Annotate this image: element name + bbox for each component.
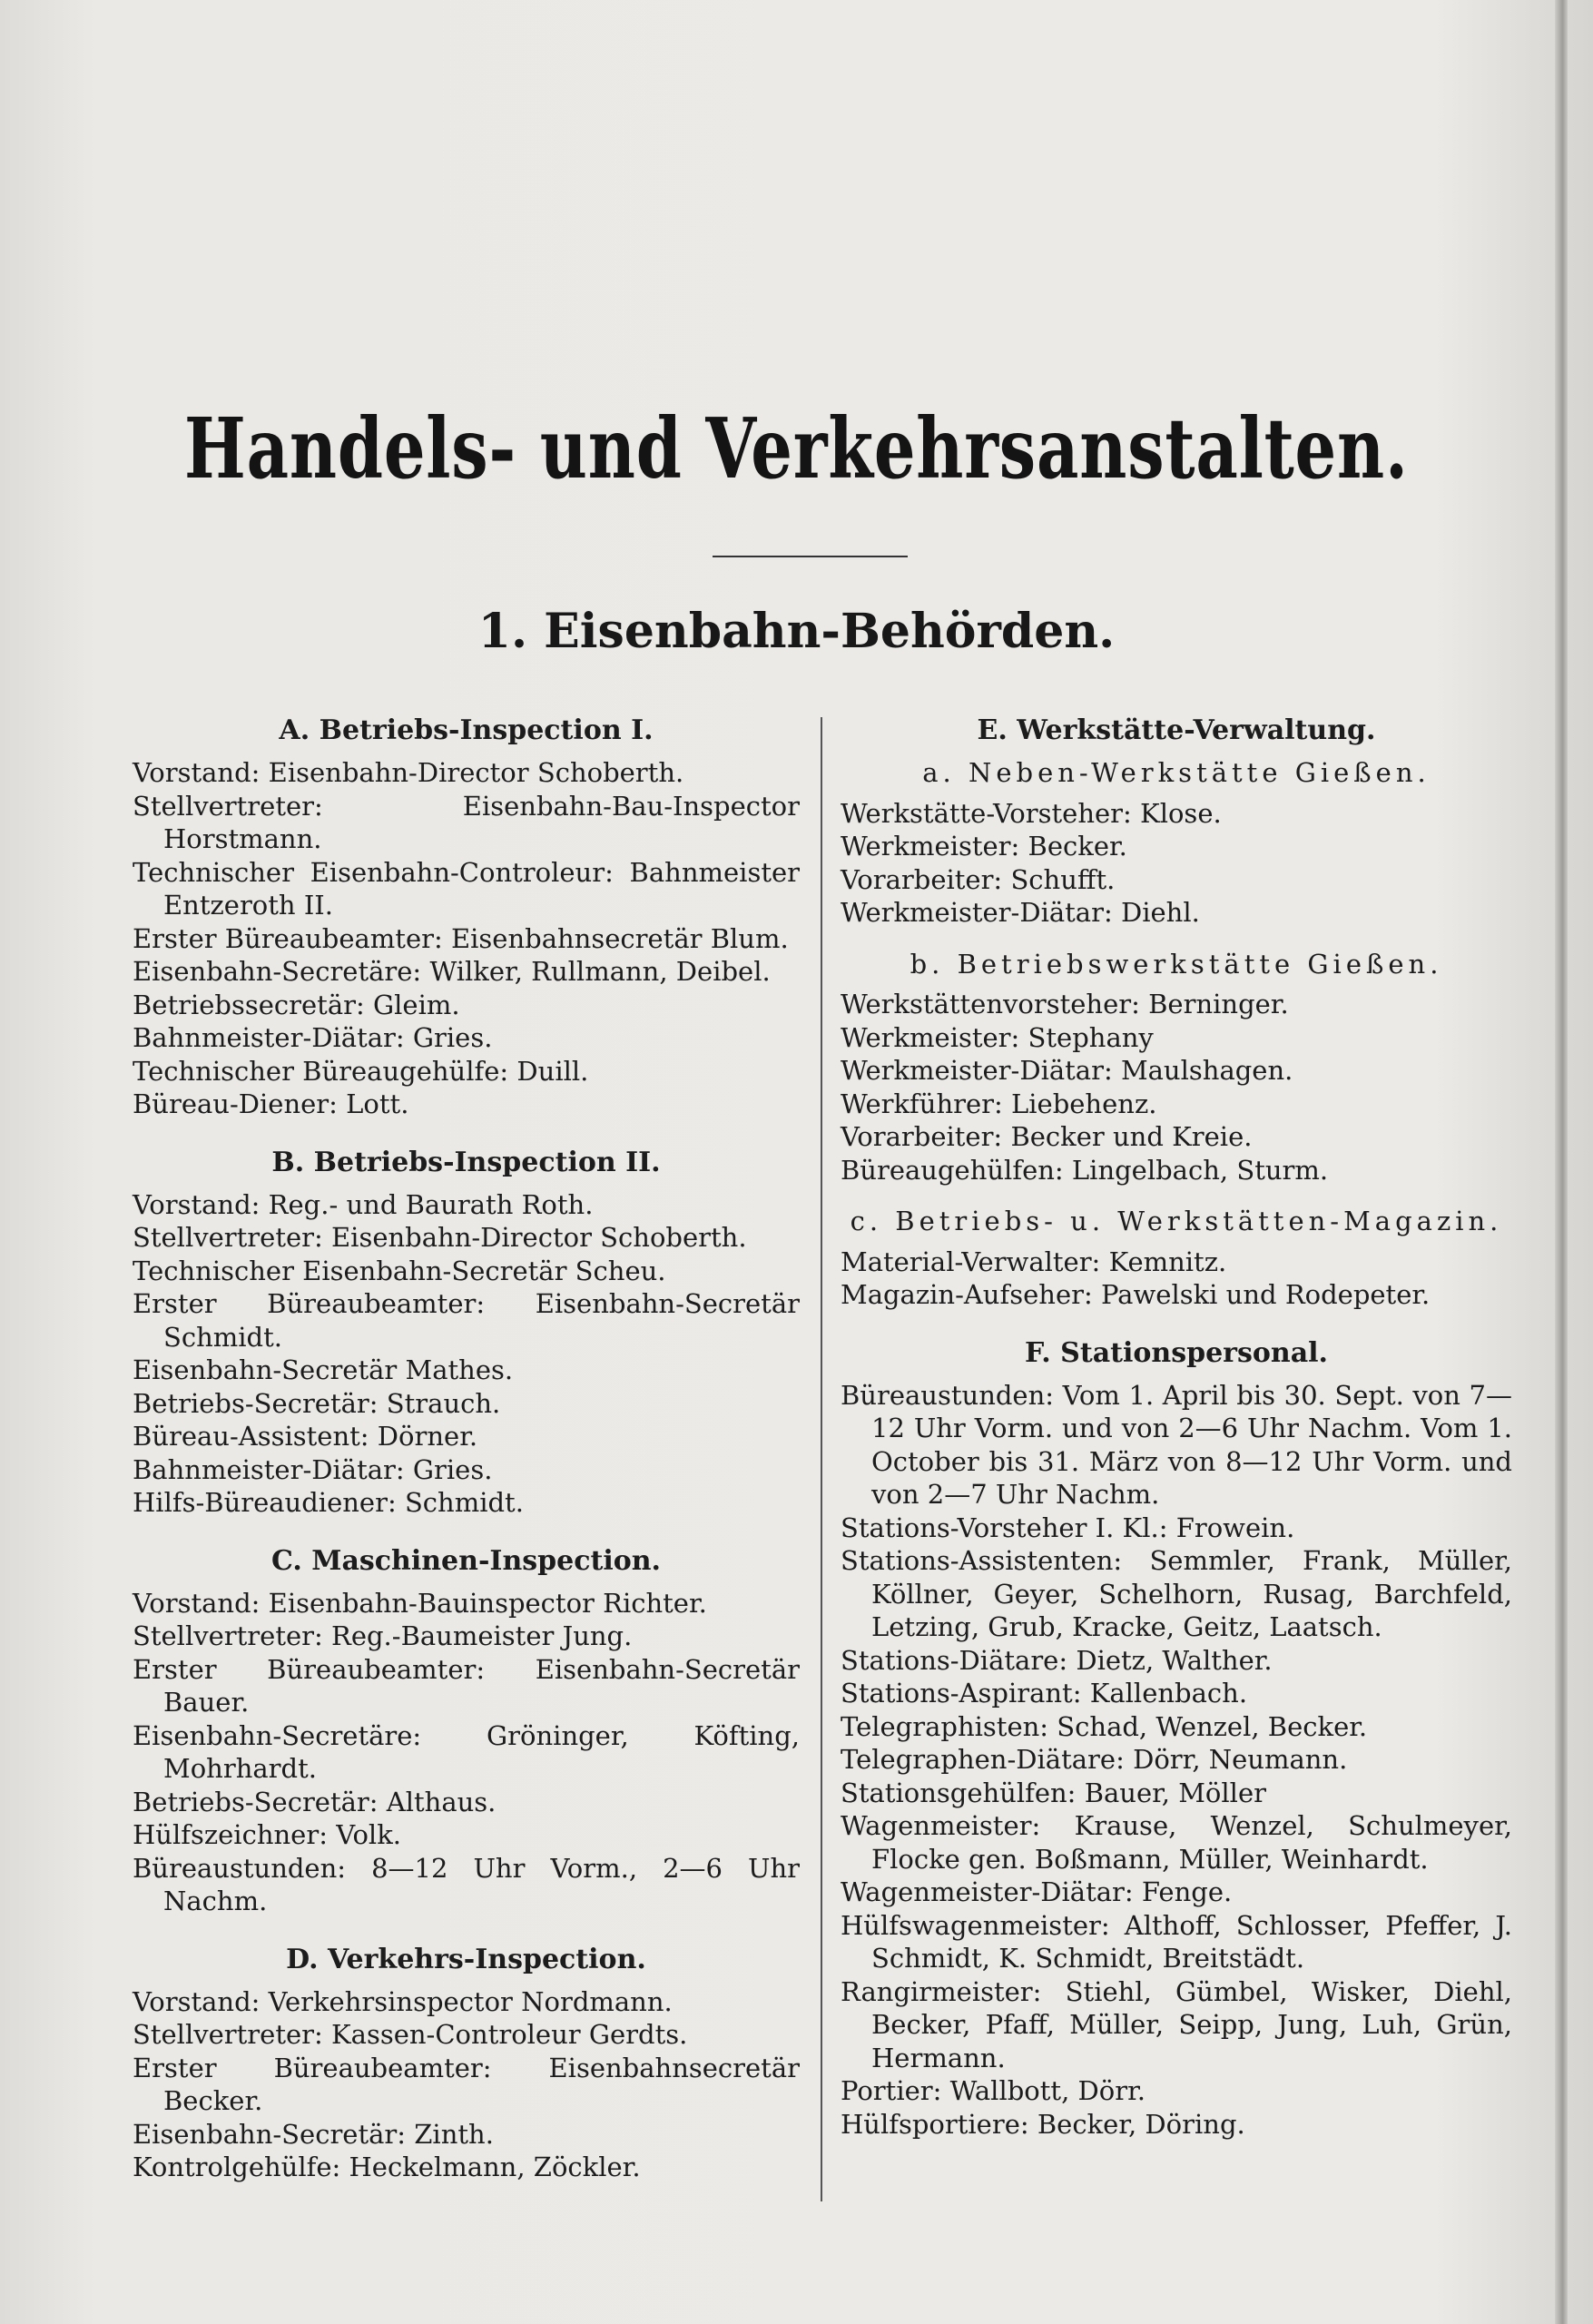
entry-value: Klose. — [1140, 797, 1222, 829]
entry-label: Vorstand: — [133, 1587, 261, 1619]
list-entry — [133, 1221, 800, 1255]
entry-value: Duill. — [516, 1055, 589, 1087]
section-heading: C. Maschinen-Inspection. — [271, 1544, 661, 1577]
entry-label: Stellvertreter: — [133, 1620, 323, 1651]
entry-value: Becker und Kreie. — [1010, 1121, 1253, 1152]
entry-label: Werkmeister: — [841, 1021, 1020, 1053]
list-entry — [133, 1354, 800, 1387]
entry-label: Eisenbahn-Secretär — [133, 1354, 398, 1385]
entry-label: Erster Büreaubeamter: — [133, 1653, 486, 1685]
entry-label: Werkmeister-Diätar: — [841, 897, 1113, 928]
entry-label: Büreau-Diener: — [133, 1088, 338, 1119]
entry-value: Dietz, Walther. — [1076, 1644, 1273, 1676]
entry-label: Stations-Aspirant: — [841, 1678, 1082, 1709]
entry-label: Vorstand: — [133, 757, 261, 788]
entry-value: Kallenbach. — [1089, 1678, 1248, 1709]
entry-label: Büreaustunden: — [133, 1852, 347, 1884]
list-entry — [841, 1710, 1512, 1744]
entry-value: Zinth. — [414, 2118, 494, 2150]
entry-value: Bahnmeister Entzeroth II. — [163, 856, 800, 921]
entry-label: Stations-Vorsteher I. Kl.: — [841, 1512, 1168, 1543]
list-entry — [133, 1188, 800, 1222]
list-entry — [841, 1154, 1512, 1187]
list-entry — [133, 1620, 800, 1653]
entry-label: Technischer — [133, 1255, 294, 1286]
list-entry — [133, 2118, 800, 2152]
section-heading: F. Stationspersonal. — [1025, 1336, 1328, 1369]
entry-value: Liebehenz. — [1011, 1088, 1157, 1119]
list-entry — [133, 1818, 800, 1852]
list-entry — [841, 2108, 1512, 2142]
entry-value: Heckelmann, Zöckler. — [349, 2152, 641, 2182]
list-entry — [841, 1054, 1512, 1088]
entry-value: Eisenbahn-Director Schoberth. — [331, 1222, 747, 1253]
entry-value: Reg.-Baumeister Jung. — [331, 1620, 633, 1651]
entry-label: Werkmeister: — [841, 831, 1020, 862]
entry-value: Pawelski und Rodepeter. — [1100, 1279, 1431, 1310]
entry-value: Volk. — [336, 1819, 401, 1850]
title-divider — [713, 556, 908, 557]
page-edge — [1555, 0, 1568, 2324]
entry-value: Eisenbahn-Secretär Schmidt. — [163, 1288, 800, 1353]
list-entry — [841, 1021, 1512, 1055]
list-entry — [133, 2052, 800, 2118]
list-entry — [841, 1644, 1512, 1678]
list-entry — [133, 1453, 800, 1487]
entry-label: Stationsgehülfen: — [841, 1777, 1077, 1808]
entry-value: Vom 1. April bis 30. Sept. von 7—12 Uhr Vorm. und von 2—6 Uhr Nachm. Vom 1. October bis 31. März von 8—12 Uhr Vorm. und von 2—7 Uhr Nachm. — [871, 1379, 1512, 1510]
entry-label: Betriebs-Secretär: — [133, 1786, 379, 1817]
list-entry — [841, 1809, 1512, 1876]
entry-label: Bahnmeister-Diätar: — [133, 1022, 405, 1053]
list-entry — [133, 790, 800, 856]
entry-value: Althoff, Schlosser, Pfeffer, J. Schmidt, K. Schmidt, Breitstädt. — [871, 1909, 1513, 1974]
entry-value: Gries. — [412, 1022, 493, 1053]
entry-label: Vorstand: — [133, 1188, 261, 1220]
entry-value: Kemnitz. — [1108, 1246, 1227, 1277]
entry-label: Hülfsportiere: — [841, 2108, 1029, 2140]
entry-value: Berninger. — [1148, 989, 1289, 1019]
list-entry — [133, 1719, 800, 1786]
entry-label: Betriebs-Secretär: — [133, 1387, 379, 1419]
list-entry — [133, 1055, 800, 1088]
list-entry — [133, 2018, 800, 2052]
entry-value: Schufft. — [1010, 863, 1116, 895]
list-entry — [841, 830, 1512, 863]
entry-value: Schad, Wenzel, Becker. — [1057, 1710, 1368, 1742]
entry-value: Gröninger, Köfting, Mohrhardt. — [163, 1719, 800, 1784]
list-entry — [841, 1379, 1512, 1512]
list-entry — [841, 1743, 1512, 1777]
subsection-heading: a. Neben-Werkstätte Gießen. — [922, 757, 1431, 788]
entry-label: Telegraphen-Diätare: — [841, 1744, 1125, 1775]
column-divider — [821, 717, 822, 2201]
entry-label: Material-Verwalter: — [841, 1246, 1101, 1277]
list-entry — [133, 1387, 800, 1421]
list-entry — [841, 2074, 1512, 2108]
section-title: 1. Eisenbahn-Behörden. — [477, 604, 1116, 659]
list-entry — [841, 1876, 1512, 1909]
entry-value: Dörner. — [377, 1421, 478, 1452]
list-entry — [841, 1278, 1512, 1312]
entry-label: Eisenbahn-Secretäre: — [133, 956, 422, 987]
entry-value: Stephany — [1028, 1021, 1154, 1053]
section-heading: E. Werkstätte-Verwaltung. — [977, 714, 1376, 746]
entry-label: Stellvertreter: — [133, 1222, 323, 1253]
list-entry — [841, 797, 1512, 831]
list-entry — [841, 1088, 1512, 1121]
entry-label: Rangirmeister: — [841, 1975, 1042, 2007]
entry-value: Diehl. — [1120, 897, 1200, 928]
entry-value: Eisenbahn-Secretär Bauer. — [163, 1653, 800, 1718]
entry-value: Verkehrsinspector Nordmann. — [268, 1985, 673, 2017]
entry-value: Eisenbahn-Bauinspector Richter. — [268, 1587, 707, 1619]
entry-value: Gleim. — [372, 989, 460, 1020]
entry-label: Technischer Eisenbahn-Controleur: — [133, 856, 614, 888]
entry-label: Büreau-Assistent: — [133, 1421, 369, 1452]
entry-value: Schmidt. — [404, 1487, 524, 1518]
subsection-heading: c. Betriebs- u. Werkstätten-Magazin. — [850, 1206, 1503, 1236]
entry-value: Becker. — [1028, 831, 1127, 862]
entry-value: Gries. — [412, 1453, 493, 1485]
entry-label: Hülfszeichner: — [133, 1819, 328, 1850]
entry-label: Vorstand: — [133, 1985, 261, 2017]
list-entry — [133, 2151, 800, 2184]
entry-label: Stellvertreter: — [133, 790, 323, 822]
list-entry — [133, 1420, 800, 1453]
entry-label: Vorarbeiter: — [841, 863, 1003, 895]
list-entry — [841, 1677, 1512, 1710]
list-entry — [841, 1777, 1512, 1810]
entry-label: Eisenbahn-Secretäre: — [133, 1719, 422, 1751]
entry-label: Hilfs-Büreaudiener: — [133, 1487, 397, 1518]
list-entry — [133, 1653, 800, 1719]
entry-label: Vorarbeiter: — [841, 1121, 1003, 1152]
entry-value: Stiehl, Gümbel, Wisker, Diehl, Becker, Pfaff, Müller, Seipp, Jung, Luh, Grün, Hermann. — [871, 1975, 1512, 2073]
entry-value: Strauch. — [386, 1387, 501, 1419]
entry-value: Eisenbahnsecretär Becker. — [163, 2052, 800, 2116]
list-entry — [841, 1120, 1512, 1154]
list-entry — [841, 1544, 1512, 1644]
list-entry — [133, 1255, 800, 1288]
left-column — [133, 713, 800, 2184]
section-heading: B. Betriebs-Inspection II. — [271, 1146, 661, 1178]
list-entry — [133, 1985, 800, 2019]
list-entry — [133, 1587, 800, 1620]
entry-value: Eisenbahn-Director Schoberth. — [268, 757, 684, 788]
section-heading: A. Betriebs-Inspection I. — [279, 714, 654, 746]
entry-value: Dörr, Neumann. — [1133, 1744, 1348, 1775]
entry-value: 8—12 Uhr Vorm., 2—6 Uhr Nachm. — [163, 1852, 800, 1916]
entry-value: Kassen-Controleur Gerdts. — [331, 2019, 688, 2050]
entry-label: Stations-Assistenten: — [841, 1545, 1123, 1576]
entry-value: Semmler, Frank, Müller, Köllner, Geyer, Schelhorn, Rusag, Barchfeld, Letzing, Grub, Kracke, Geitz, Laatsch. — [871, 1545, 1513, 1642]
entry-value: Frowein. — [1175, 1512, 1295, 1543]
entry-value: Becker, Döring. — [1037, 2108, 1245, 2140]
list-entry — [133, 1786, 800, 1819]
list-entry — [841, 988, 1512, 1021]
entry-label: Werkstätte-Vorsteher: — [841, 797, 1132, 829]
entry-label: Betriebssecretär: — [133, 989, 365, 1020]
list-entry — [133, 1088, 800, 1121]
entry-label: Eisenbahn-Secretär: — [133, 2118, 407, 2150]
list-entry — [133, 955, 800, 989]
entry-value: Eisenbahn-Bau-Inspector Horstmann. — [163, 790, 800, 854]
entry-label: Bahnmeister-Diätar: — [133, 1453, 405, 1485]
list-entry — [841, 1909, 1512, 1975]
entry-value: Fenge. — [1141, 1876, 1233, 1907]
list-entry — [841, 1512, 1512, 1545]
list-entry — [133, 989, 800, 1022]
list-entry — [133, 756, 800, 790]
list-entry — [841, 1246, 1512, 1279]
list-entry — [841, 1975, 1512, 2075]
entry-value: Eisenbahnsecretär Blum. — [450, 922, 789, 954]
entry-value: Lingelbach, Sturm. — [1071, 1154, 1329, 1186]
entry-value: Eisenbahn-Secretär Scheu. — [302, 1255, 666, 1286]
entry-label: Büreaustunden: — [841, 1379, 1055, 1411]
right-column — [841, 713, 1512, 2141]
entry-label: Erster Büreaubeamter: — [133, 2052, 492, 2083]
list-entry — [133, 1486, 800, 1520]
entry-label: Portier: — [841, 2075, 942, 2106]
list-entry — [133, 1287, 800, 1354]
subsection-heading: b. Betriebswerkstätte Gießen. — [910, 948, 1443, 980]
entry-value: Maulshagen. — [1120, 1055, 1293, 1086]
entry-value: Wilker, Rullmann, Deibel. — [429, 956, 771, 987]
entry-value: Reg.- und Baurath Roth. — [268, 1188, 594, 1220]
entry-value: Lott. — [346, 1088, 409, 1119]
list-entry — [133, 922, 800, 956]
entry-label: Stations-Diätare: — [841, 1644, 1068, 1676]
list-entry — [133, 856, 800, 922]
list-entry — [133, 1852, 800, 1918]
entry-label: Erster Büreaubeamter: — [133, 922, 443, 954]
entry-label: Werkstättenvorsteher: — [841, 989, 1140, 1019]
entry-label: Erster Büreaubeamter: — [133, 1288, 486, 1319]
entry-label: Stellvertreter: — [133, 2019, 323, 2050]
entry-label: Kontrolgehülfe: — [133, 2152, 341, 2182]
list-entry — [841, 863, 1512, 897]
entry-label: Technischer Büreaugehülfe: — [133, 1055, 509, 1087]
main-title: Handels- und Verkehrsanstalten. — [184, 399, 1409, 497]
entry-value: Krause, Wenzel, Schulmeyer, Flocke gen. Boßmann, Müller, Weinhardt. — [871, 1810, 1512, 1875]
entry-value: Mathes. — [405, 1354, 514, 1385]
entry-label: Wagenmeister: — [841, 1810, 1041, 1841]
entry-label: Hülfswagenmeister: — [841, 1909, 1110, 1941]
entry-label: Werkführer: — [841, 1088, 1003, 1119]
entry-label: Magazin-Aufseher: — [841, 1279, 1093, 1310]
entry-value: Althaus. — [386, 1786, 497, 1817]
list-entry — [841, 896, 1512, 930]
entry-label: Büreaugehülfen: — [841, 1154, 1064, 1186]
entry-label: Telegraphisten: — [841, 1710, 1049, 1742]
entry-label: Wagenmeister-Diätar: — [841, 1876, 1134, 1907]
list-entry — [133, 1021, 800, 1055]
entry-value: Bauer, Möller — [1084, 1777, 1266, 1808]
entry-value: Wallbott, Dörr. — [949, 2075, 1146, 2106]
entry-label: Werkmeister-Diätar: — [841, 1055, 1113, 1086]
section-heading: D. Verkehrs-Inspection. — [286, 1943, 646, 1975]
